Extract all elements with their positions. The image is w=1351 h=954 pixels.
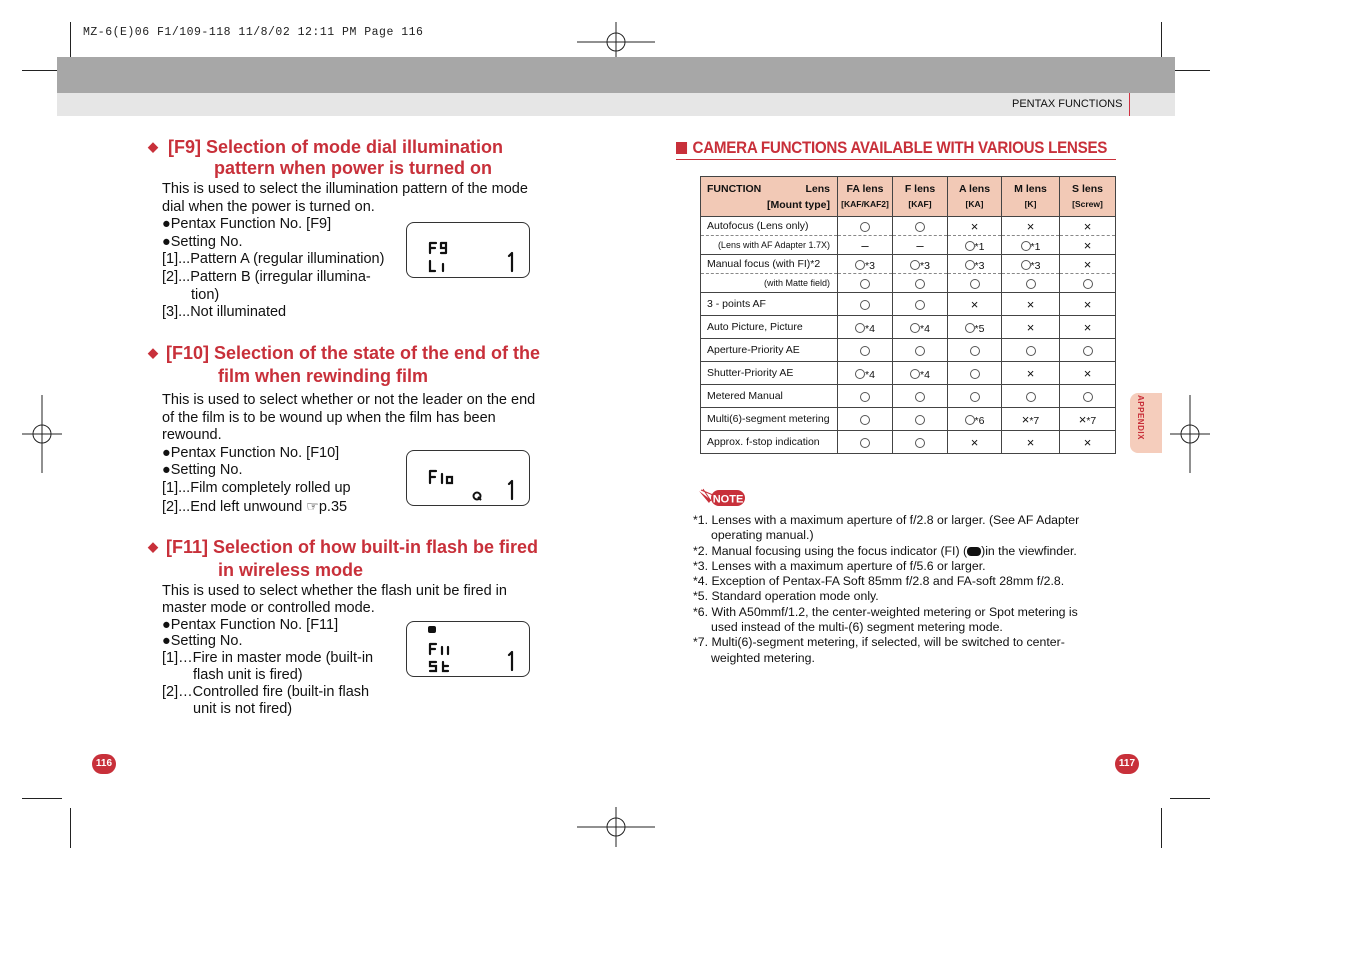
available-icon	[965, 323, 975, 333]
unavailable-icon: ×	[1083, 256, 1092, 272]
unavailable-icon: ×	[1083, 296, 1092, 312]
crop-mark	[70, 808, 71, 848]
column-header: F lens [KAF]	[893, 177, 948, 217]
column-header: A lens [KA]	[948, 177, 1002, 217]
footnote-ref: *7	[1086, 414, 1097, 427]
lcd-f10-segments	[407, 451, 531, 507]
availability-cell	[838, 362, 893, 385]
column-header: S lens [Screw]	[1060, 177, 1116, 217]
available-icon	[1021, 260, 1031, 270]
pointing-hand-icon: ☞	[306, 497, 319, 514]
availability-cell	[1002, 385, 1060, 408]
footnote-ref: *7	[1029, 414, 1040, 427]
available-icon	[860, 300, 870, 310]
available-icon	[910, 260, 920, 270]
crop-mark	[1161, 808, 1162, 848]
availability-cell	[1002, 274, 1060, 293]
lcd-display-f9	[406, 222, 530, 278]
availability-cell	[1060, 293, 1116, 316]
footnote-ref: *1	[974, 240, 985, 253]
available-icon	[970, 392, 980, 402]
available-icon	[965, 241, 975, 251]
unavailable-icon: ×	[1083, 237, 1092, 253]
available-icon	[855, 369, 865, 379]
crop-mark	[1170, 70, 1210, 71]
unavailable-icon: ×	[1026, 365, 1035, 381]
availability-cell	[893, 408, 948, 431]
availability-cell	[948, 236, 1002, 255]
appendix-tab-label: APPENDIX	[1136, 395, 1145, 440]
unavailable-icon: ×	[1083, 319, 1092, 335]
available-icon	[1083, 346, 1093, 356]
availability-cell	[838, 293, 893, 316]
availability-cell	[838, 316, 893, 339]
table-row	[701, 362, 1116, 385]
availability-cell	[893, 385, 948, 408]
available-icon	[1083, 392, 1093, 402]
function-header: FUNCTION Lens [Mount type]	[701, 177, 838, 217]
table-row	[701, 217, 1116, 236]
availability-cell	[1060, 431, 1116, 454]
availability-cell	[893, 217, 948, 236]
available-icon	[860, 438, 870, 448]
availability-cell	[838, 217, 893, 236]
footnotes: *1. Lenses with a maximum aperture of f/2.8 or larger. (See AF Adapter operating manual.) *2. Manual focusing using the focus indicator (FI) ( )in the viewfinder. *3. Lenses with a maximum aperture of f/5.6 or larger. *4. Exception of Pentax-FA Soft 85mm f/2.8 and FA-soft 28mm f/2.8. *5. Standard operation mode only. *6. With A50mmf/1.2, the center-weighted metering or Spot metering is used instead of the multi-(6) segment metering mode. *7. Multi(6)-segment metering, if selected, will be switched to center- weighted metering.	[693, 513, 1080, 665]
footnote-ref: *1	[1030, 240, 1041, 253]
unavailable-icon: ×	[1083, 434, 1092, 450]
availability-cell	[948, 362, 1002, 385]
function-cell: Approx. f-stop indication	[701, 431, 838, 454]
available-icon	[860, 392, 870, 402]
diamond-icon: ◆	[148, 139, 158, 154]
available-icon	[1026, 346, 1036, 356]
availability-cell	[1060, 339, 1116, 362]
table-row	[701, 255, 1116, 274]
available-icon	[855, 260, 865, 270]
f9-body: This is used to select the illumination pattern of the mode dial when the power is turned on. ●Pentax Function No. [F9] ●Setting No. [1]...Pattern A (regular illumination) [2]...Pattern B (irregular illumina- tion) [3]...Not illuminated	[162, 181, 528, 321]
available-icon	[910, 369, 920, 379]
availability-cell	[838, 236, 893, 255]
footnote-ref: *3	[974, 259, 985, 272]
availability-cell	[1002, 339, 1060, 362]
available-icon	[910, 323, 920, 333]
footnote-ref: *3	[1030, 259, 1041, 272]
table-row	[701, 408, 1116, 431]
footnote-ref: *3	[920, 259, 930, 272]
unavailable-icon: ×	[970, 434, 979, 450]
unavailable-icon: ×	[1026, 296, 1035, 312]
available-icon	[970, 279, 980, 289]
availability-cell	[948, 339, 1002, 362]
available-icon	[915, 222, 925, 232]
square-bullet-icon	[676, 142, 687, 154]
column-header: M lens [K]	[1002, 177, 1060, 217]
running-head-rule	[1129, 93, 1130, 116]
available-icon	[1026, 279, 1036, 289]
footnote-ref: *5	[974, 322, 985, 335]
diamond-icon: ◆	[148, 539, 158, 554]
availability-cell	[1002, 362, 1060, 385]
f9-heading: ◆ [F9] Selection of mode dial illumination pattern when power is turned on	[148, 137, 504, 178]
availability-cell	[893, 431, 948, 454]
availability-cell	[893, 362, 948, 385]
registration-mark-left	[22, 395, 62, 473]
footnote-ref: *4	[920, 322, 930, 335]
footnote-ref: *4	[865, 322, 875, 335]
function-cell: Aperture-Priority AE	[701, 339, 838, 362]
f11-body: This is used to select whether the flash unit be fired in master mode or controlled mode. ●Pentax Function No. [F11] ●Setting No. [1]…Fire in master mode (built-in flash unit is fired) [2]…Controlled fire (built-in flash unit is not fired)	[162, 583, 507, 717]
availability-cell	[948, 316, 1002, 339]
availability-cell	[838, 339, 893, 362]
availability-cell	[1002, 236, 1060, 255]
f11-heading: ◆ [F11] Selection of how built-in flash be fired in wireless mode	[148, 537, 539, 580]
section-title-rule	[676, 159, 1116, 160]
unavailable-icon: ×	[1026, 434, 1035, 450]
availability-cell	[948, 408, 1002, 431]
table-row	[701, 236, 1116, 255]
lcd-display-f10	[406, 450, 530, 506]
focus-indicator-icon	[967, 547, 981, 556]
function-cell: Shutter-Priority AE	[701, 362, 838, 385]
availability-cell	[893, 274, 948, 293]
availability-cell	[893, 236, 948, 255]
unavailable-icon: ×	[1083, 365, 1092, 381]
available-icon	[855, 323, 865, 333]
footnote-ref: *4	[865, 368, 875, 381]
availability-cell	[1002, 255, 1060, 274]
function-cell: Auto Picture, Picture	[701, 316, 838, 339]
availability-cell	[948, 217, 1002, 236]
availability-cell	[1060, 255, 1116, 274]
unavailable-icon: ×	[970, 296, 979, 312]
registration-mark-top	[577, 22, 655, 62]
table-row	[701, 431, 1116, 454]
lcd-f9-segments	[407, 223, 531, 279]
running-head: PENTAX FUNCTIONS	[1012, 98, 1123, 110]
f10-body: This is used to select whether or not the leader on the end of the film is to be wound up when the film has been rewound. ●Pentax Function No. [F10] ●Setting No. [1]...Film completely rolled up [2]...End left unwound ☞p.35	[162, 392, 536, 515]
availability-cell	[1002, 408, 1060, 431]
table-row	[701, 339, 1116, 362]
availability-cell	[948, 293, 1002, 316]
page-number-left: 116	[92, 754, 116, 774]
availability-cell	[1002, 217, 1060, 236]
crop-mark	[1161, 22, 1162, 62]
unavailable-icon: ×	[1026, 319, 1035, 335]
available-icon	[965, 415, 975, 425]
available-icon	[915, 346, 925, 356]
table-row	[701, 385, 1116, 408]
available-icon	[1021, 241, 1031, 251]
availability-cell	[1060, 385, 1116, 408]
available-icon	[1026, 392, 1036, 402]
availability-cell	[893, 255, 948, 274]
crop-mark	[70, 22, 71, 62]
column-header: FA lens [KAF/KAF2]	[838, 177, 893, 217]
footnote-ref: *4	[920, 368, 930, 381]
available-icon	[915, 300, 925, 310]
availability-cell	[948, 431, 1002, 454]
header-subband	[57, 93, 1175, 116]
table-body	[701, 217, 1116, 454]
header-band	[57, 57, 1175, 93]
function-cell: Manual focus (with FI)*2	[701, 255, 838, 274]
availability-cell	[838, 431, 893, 454]
page-number-right: 117	[1115, 754, 1139, 774]
note-label: NOTE	[712, 493, 744, 506]
crop-mark	[22, 798, 62, 799]
page-reference[interactable]: p.35	[318, 498, 348, 515]
lcd-f11-segments	[407, 622, 531, 678]
availability-cell	[1060, 236, 1116, 255]
appendix-tab[interactable]	[1130, 393, 1162, 453]
not-applicable-mark: –	[916, 237, 924, 253]
diamond-icon: ◆	[148, 345, 158, 360]
unavailable-icon: ×	[1021, 411, 1030, 427]
available-icon	[860, 346, 870, 356]
availability-cell	[893, 339, 948, 362]
function-cell: Metered Manual	[701, 385, 838, 408]
available-icon	[860, 279, 870, 289]
crop-mark	[22, 70, 62, 71]
table-row	[701, 316, 1116, 339]
not-applicable-mark: –	[861, 237, 869, 253]
availability-cell	[893, 293, 948, 316]
available-icon	[970, 369, 980, 379]
availability-cell	[1060, 316, 1116, 339]
table-header-row	[701, 177, 1116, 217]
f10-heading: ◆ [F10] Selection of the state of the end of the film when rewinding film	[148, 343, 541, 386]
available-icon	[915, 415, 925, 425]
availability-cell	[948, 274, 1002, 293]
available-icon	[970, 346, 980, 356]
availability-cell	[1060, 217, 1116, 236]
availability-cell	[838, 385, 893, 408]
availability-cell	[1060, 362, 1116, 385]
availability-cell	[948, 385, 1002, 408]
availability-cell	[1060, 408, 1116, 431]
available-icon	[915, 392, 925, 402]
registration-mark-right	[1170, 395, 1210, 473]
unavailable-icon: ×	[1078, 411, 1087, 427]
section-title: CAMERA FUNCTIONS AVAILABLE WITH VARIOUS LENSES	[676, 139, 1107, 158]
available-icon	[1083, 279, 1093, 289]
unavailable-icon: ×	[1026, 218, 1035, 234]
available-icon	[915, 438, 925, 448]
available-icon	[860, 222, 870, 232]
lcd-display-f11	[406, 621, 530, 677]
unavailable-icon: ×	[970, 218, 979, 234]
function-cell: Multi(6)-segment metering	[701, 408, 838, 431]
registration-mark-bottom	[577, 807, 655, 847]
availability-cell	[893, 316, 948, 339]
availability-cell	[1060, 274, 1116, 293]
availability-cell	[1002, 293, 1060, 316]
availability-cell	[1002, 316, 1060, 339]
table-row	[701, 274, 1116, 293]
function-cell: Autofocus (Lens only)	[701, 217, 838, 236]
lens-compatibility-table	[700, 176, 1116, 454]
available-icon	[965, 260, 975, 270]
note-badge	[697, 487, 747, 509]
print-slug: MZ-6(E)06 F1/109-118 11/8/02 12:11 PM Page 116	[83, 26, 424, 39]
footnote-ref: *6	[974, 414, 985, 427]
available-icon	[915, 279, 925, 289]
function-cell: (Lens with AF Adapter 1.7X)	[701, 236, 838, 255]
footnote-ref: *3	[865, 259, 875, 272]
crop-mark	[1170, 798, 1210, 799]
function-cell: (with Matte field)	[701, 274, 838, 293]
unavailable-icon: ×	[1083, 218, 1092, 234]
availability-cell	[1002, 431, 1060, 454]
availability-cell	[838, 255, 893, 274]
available-icon	[860, 415, 870, 425]
availability-cell	[838, 274, 893, 293]
function-cell: 3 - points AF	[701, 293, 838, 316]
availability-cell	[948, 255, 1002, 274]
table-row	[701, 293, 1116, 316]
availability-cell	[838, 408, 893, 431]
